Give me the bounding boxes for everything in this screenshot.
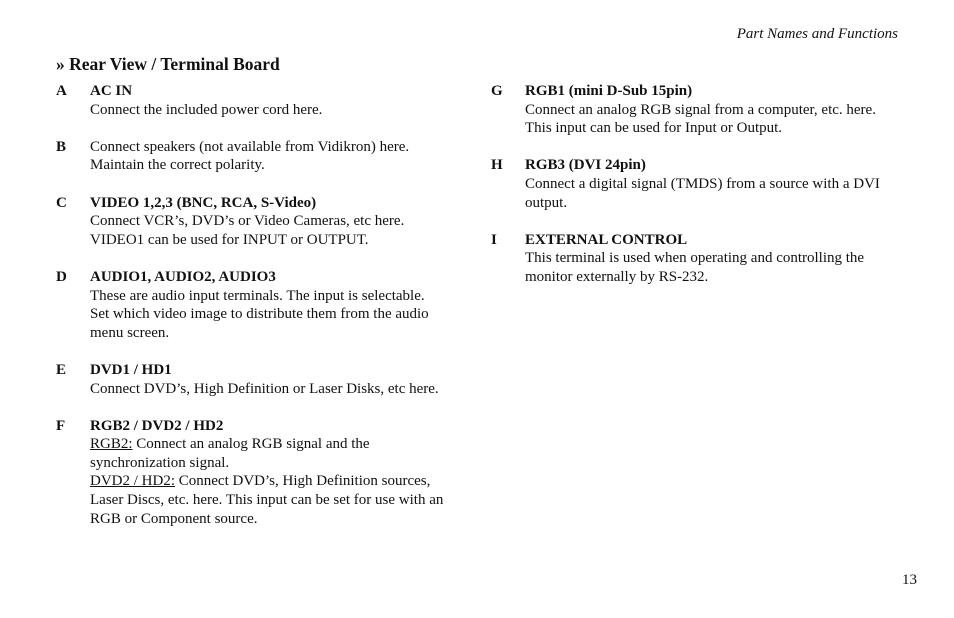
dvd2-text: Connect DVD’s, High Definition sources, bbox=[175, 473, 431, 490]
entry-letter: F bbox=[56, 417, 66, 434]
entry-title: RGB2 / DVD2 / HD2 bbox=[90, 417, 224, 434]
entry-letter: E bbox=[56, 361, 67, 378]
entry-i bbox=[491, 231, 901, 287]
entry-body bbox=[90, 82, 466, 119]
entry-line: Connect a digital signal (TMDS) from a source with a DVI bbox=[525, 175, 880, 192]
entry-body bbox=[90, 361, 466, 398]
entry-title: DVD1 / HD1 bbox=[90, 361, 172, 378]
entry-d bbox=[56, 268, 466, 342]
entry-line: Connect speakers (not available from Vidikron) here. bbox=[90, 138, 410, 155]
entry-title: EXTERNAL CONTROL bbox=[525, 231, 688, 248]
entry-title: VIDEO 1,2,3 (BNC, RCA, S-Video) bbox=[90, 194, 317, 211]
entry-line: output. bbox=[525, 194, 568, 211]
entry-e bbox=[56, 361, 466, 398]
rgb2-text: Connect an analog RGB signal and the bbox=[132, 436, 370, 453]
entry-line: menu screen. bbox=[90, 324, 170, 341]
entry-line: Connect the included power cord here. bbox=[90, 101, 323, 118]
entry-line: Set which video image to distribute them from the audio bbox=[90, 306, 429, 323]
entry-body bbox=[90, 417, 466, 529]
entry-line: Laser Discs, etc. here. This input can be set for use with an bbox=[90, 492, 444, 509]
entry-title: AC IN bbox=[90, 83, 133, 99]
entry-letter: I bbox=[491, 231, 497, 248]
left-column bbox=[56, 82, 466, 547]
entry-c bbox=[56, 194, 466, 250]
entry-line: RGB or Component source. bbox=[90, 510, 258, 527]
running-header: Part Names and Functions bbox=[736, 26, 898, 42]
entry-body bbox=[525, 82, 901, 138]
entry-title: RGB1 (mini D-Sub 15pin) bbox=[525, 83, 693, 99]
entry-body bbox=[525, 231, 901, 287]
entry-f bbox=[56, 417, 466, 529]
entry-body bbox=[90, 268, 466, 342]
entry-h bbox=[491, 156, 901, 212]
entry-line: synchronization signal. bbox=[90, 454, 230, 471]
entry-line bbox=[90, 472, 466, 491]
entry-line: This input can be used for Input or Output. bbox=[525, 120, 783, 137]
entry-line: Maintain the correct polarity. bbox=[90, 157, 265, 174]
entry-line: These are audio input terminals. The input is selectable. bbox=[90, 287, 425, 304]
entry-letter: C bbox=[56, 194, 67, 211]
entry-title: RGB3 (DVI 24pin) bbox=[525, 157, 646, 174]
entry-line bbox=[90, 435, 466, 454]
entry-line: Connect VCR’s, DVD’s or Video Cameras, etc here. bbox=[90, 213, 405, 230]
entry-body bbox=[90, 194, 466, 250]
page-number: 13 bbox=[902, 572, 917, 588]
entry-b bbox=[56, 138, 466, 175]
entry-body bbox=[525, 156, 901, 212]
rgb2-label: RGB2: bbox=[90, 436, 133, 453]
right-column bbox=[491, 82, 901, 305]
entry-title: AUDIO1, AUDIO2, AUDIO3 bbox=[90, 268, 276, 285]
entry-letter: D bbox=[56, 268, 67, 285]
entry-line: This terminal is used when operating and controlling the bbox=[525, 250, 865, 267]
entry-letter: G bbox=[491, 83, 503, 99]
entry-line: VIDEO1 can be used for INPUT or OUTPUT. bbox=[90, 231, 369, 248]
entry-letter: A bbox=[56, 83, 67, 99]
entry-body bbox=[90, 138, 466, 175]
entry-line: Connect an analog RGB signal from a computer, etc. here. bbox=[525, 101, 876, 118]
section-title: » Rear View / Terminal Board bbox=[56, 54, 280, 74]
entry-g bbox=[491, 82, 901, 138]
entry-line: monitor externally by RS-232. bbox=[525, 268, 709, 285]
dvd2-label: DVD2 / HD2: bbox=[90, 473, 175, 490]
entry-a bbox=[56, 82, 466, 119]
entry-letter: H bbox=[491, 157, 503, 174]
entry-letter: B bbox=[56, 138, 67, 155]
entry-line: Connect DVD’s, High Definition or Laser Disks, etc here. bbox=[90, 380, 439, 397]
